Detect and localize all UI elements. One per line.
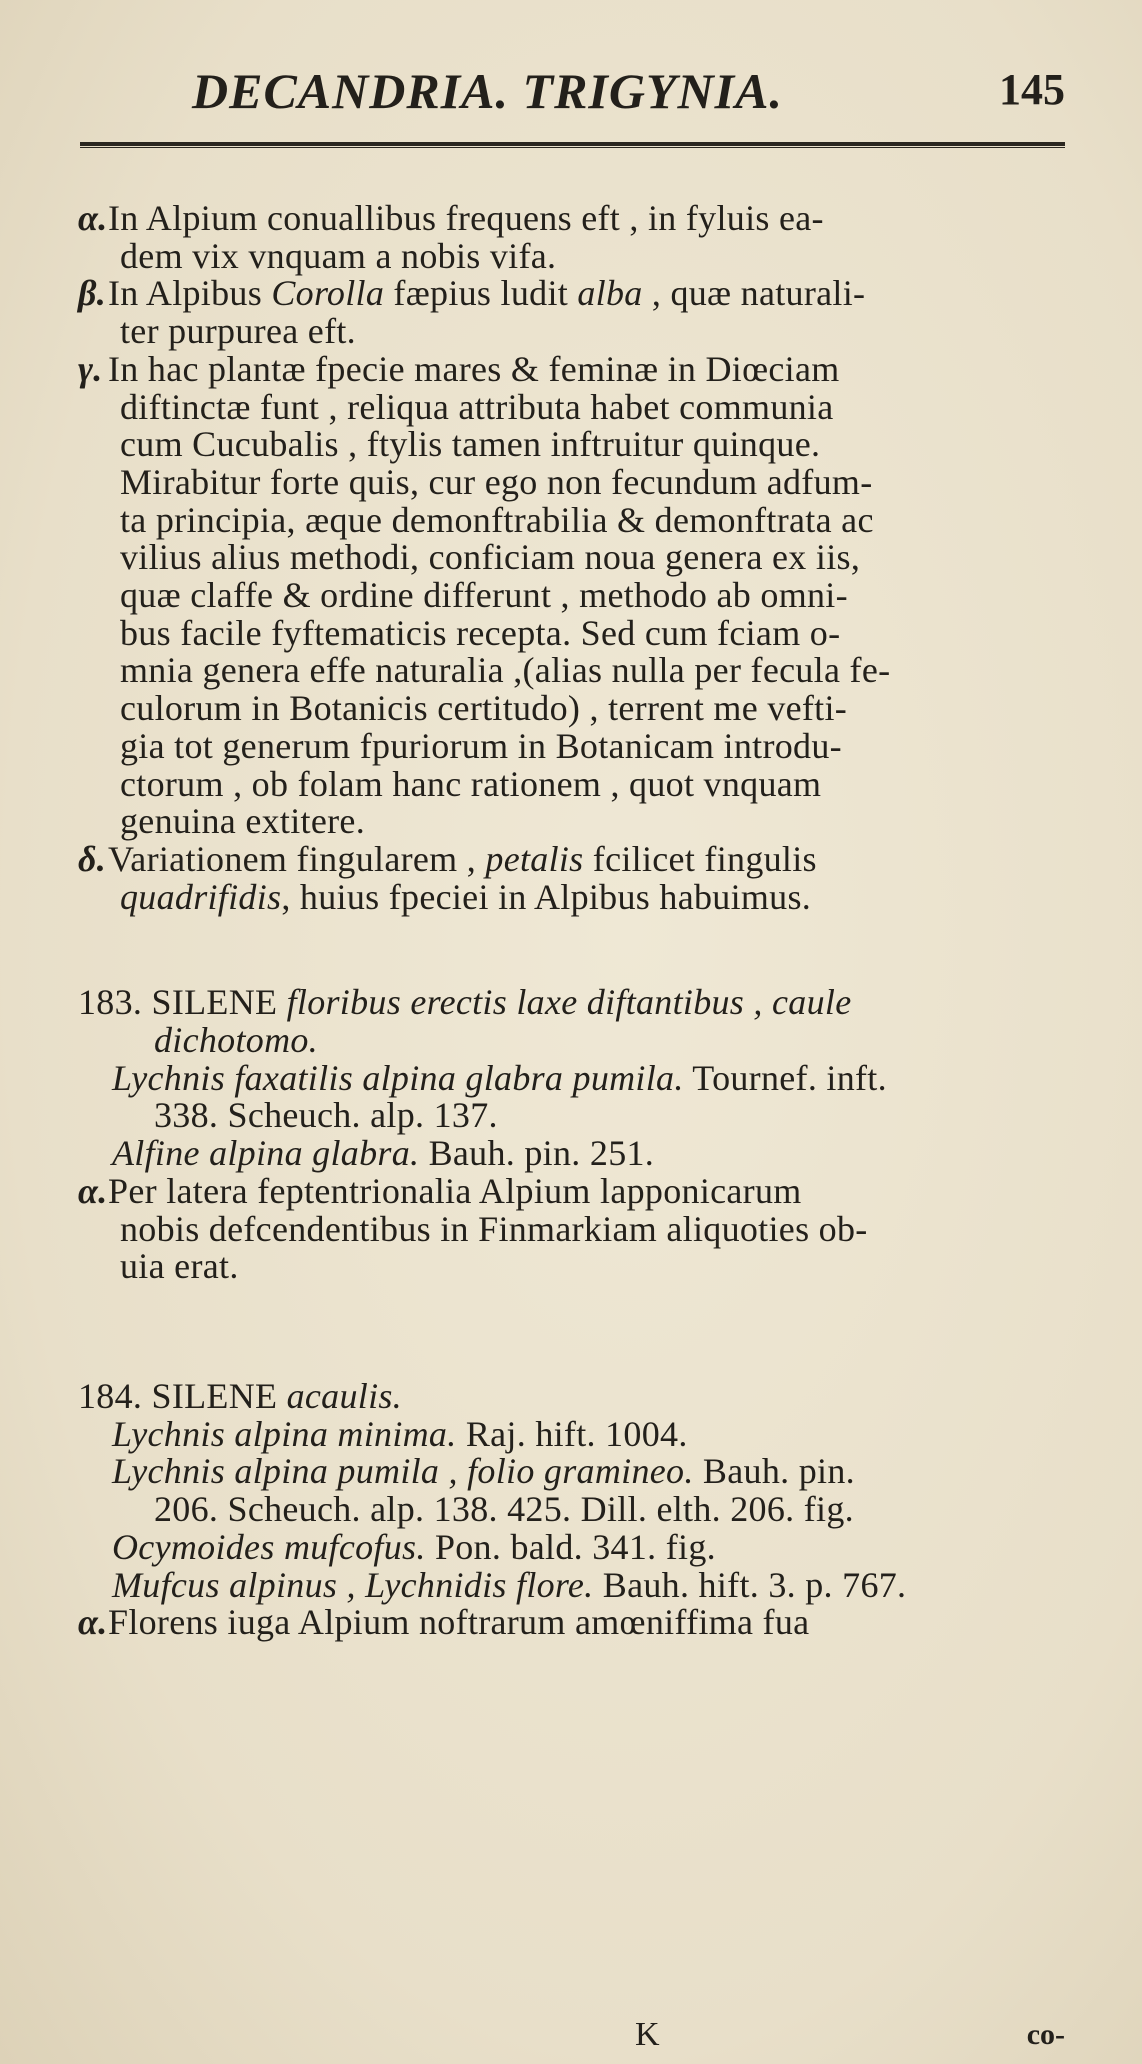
italic-text: Lychnis alpina minima. [112, 1413, 457, 1454]
text-run: Per latera feptentrionalia Alpium lapponicarum [108, 1170, 802, 1211]
text-run: 184. SILENE [78, 1375, 287, 1416]
text-run: vilius alius methodi, conficiam noua genera ex iis, [120, 537, 861, 578]
text-line [78, 652, 1068, 690]
text-run: ter purpurea eft. [120, 311, 356, 352]
italic-text: acaulis. [286, 1375, 402, 1416]
text-run: fæpius ludit [384, 273, 578, 314]
text-line [78, 876, 1068, 917]
text-line [78, 1022, 1068, 1060]
text-run: Florens iuga Alpium noftrarum amœniffima fua [108, 1602, 810, 1643]
paragraph-gap [78, 916, 1068, 984]
text-run: In Alpibus [108, 273, 272, 314]
text-run: In hac plantæ fpecie mares & feminæ in Diœciam [108, 348, 840, 389]
text-run: nobis defcendentibus in Finmarkiam aliquoties ob- [120, 1208, 868, 1249]
catchword: co- [1026, 2018, 1065, 2051]
text-line [78, 803, 1068, 841]
text-run: quæ claffe & ordine differunt , methodo ab omni- [120, 575, 848, 616]
text-run: diftinctæ funt , reliqua attributa habet communia [120, 386, 834, 427]
text-run: cum Cucubalis , ftylis tamen inftruitur quinque. [120, 424, 821, 465]
text-line [78, 1135, 1068, 1173]
text-line [78, 1057, 1068, 1098]
text-line [78, 763, 1068, 804]
text-line [78, 348, 1068, 389]
text-line [78, 577, 1068, 615]
variety-marker: α. [78, 1602, 108, 1643]
header-rule [80, 142, 1065, 148]
variety-marker: δ. [78, 838, 107, 879]
variety-marker: α. [78, 198, 108, 238]
text-run: Mirabitur forte quis, cur ego non fecundum adfum- [120, 461, 873, 502]
text-line [78, 426, 1068, 464]
text-run: 206. Scheuch. alp. 138. 425. Dill. elth. 206. fig. [154, 1489, 854, 1530]
text-line [78, 1170, 1068, 1211]
text-run: Pon. bald. 341. fig. [425, 1526, 716, 1567]
italic-text: Lychnis alpina pumila , folio gramineo. [112, 1451, 694, 1492]
text-run: fcilicet fingulis [583, 838, 817, 879]
text-line [78, 838, 1068, 879]
text-line [78, 1526, 1068, 1567]
variety-marker: γ. [78, 348, 103, 389]
page-footer [80, 2016, 1065, 2064]
italic-text: dichotomo. [154, 1020, 318, 1061]
text-run: gia tot generum fpuriorum in Botanicam introdu- [120, 725, 842, 766]
text-run: In Alpium conuallibus frequens eft , in fyluis ea- [108, 198, 824, 238]
text-run: dem vix vnquam a nobis vifa. [120, 235, 557, 276]
variety-marker: β. [78, 273, 107, 314]
text-line [78, 690, 1068, 728]
text-run: bus facile fyftematicis recepta. Sed cum fciam o- [120, 612, 841, 653]
text-line [78, 499, 1068, 540]
text-run: 183. SILENE [78, 982, 287, 1023]
text-run: Bauh. hift. 3. p. 767. [593, 1564, 907, 1605]
italic-text: Alfine alpina glabra. [112, 1133, 420, 1174]
text-line [78, 612, 1068, 653]
text-line [78, 386, 1068, 427]
italic-text: Corolla [271, 273, 385, 314]
text-run: Bauh. pin. 251. [419, 1133, 655, 1174]
text-line [78, 539, 1068, 577]
text-line [78, 1097, 1068, 1135]
text-line [78, 313, 1068, 351]
text-line [78, 1208, 1068, 1249]
italic-text: Mufcus alpinus , Lychnidis flore. [112, 1564, 594, 1605]
text-line [78, 725, 1068, 766]
text-run: , huius fpeciei in Alpibus habuimus. [281, 876, 812, 917]
italic-text: petalis [485, 838, 584, 879]
text-line [78, 200, 1068, 238]
text-run: Tournef. inft. [683, 1057, 887, 1098]
paragraph-gap [78, 1286, 1068, 1378]
italic-text: floribus erectis laxe diftantibus , caule [286, 982, 852, 1023]
page-number: 145 [999, 65, 1065, 114]
italic-text: alba [577, 273, 643, 314]
page-header [80, 62, 1065, 132]
text-run: uia erat. [120, 1246, 239, 1287]
text-run: Bauh. pin. [693, 1451, 855, 1492]
text-run: , quæ naturali- [642, 273, 866, 314]
variety-marker: α. [78, 1170, 108, 1211]
text-body [78, 200, 1068, 1642]
text-line [78, 1604, 1068, 1642]
text-run: Variationem fingularem , [108, 838, 486, 879]
text-run: culorum in Botanicis certitudo) , terrent me vefti- [120, 688, 848, 729]
text-run: 338. Scheuch. alp. 137. [154, 1095, 498, 1136]
italic-text: Ocymoides mufcofus. [112, 1526, 426, 1567]
text-line [78, 235, 1068, 276]
text-line [78, 1564, 1068, 1605]
running-title: DECANDRIA. TRIGYNIA. [192, 63, 783, 119]
text-line [78, 984, 1068, 1022]
text-run: ta principia, æque demonftrabilia & demonftrata ac [120, 499, 874, 540]
text-run: mnia genera effe naturalia ,(alias nulla per fecula fe- [120, 650, 891, 691]
text-run: ctorum , ob folam hanc rationem , quot vnquam [120, 763, 822, 804]
italic-text: Lychnis faxatilis alpina glabra pumila. [112, 1057, 684, 1098]
signature-mark: K [635, 2016, 660, 2053]
text-line [78, 275, 1068, 313]
text-line [78, 1413, 1068, 1454]
text-line [78, 1491, 1068, 1529]
text-line [78, 1248, 1068, 1286]
italic-text: quadrifidis [120, 876, 282, 917]
text-line [78, 461, 1068, 502]
text-line [78, 1375, 1068, 1416]
text-line [78, 1453, 1068, 1491]
text-run: genuina extitere. [120, 801, 365, 842]
text-run: Raj. hift. 1004. [456, 1413, 688, 1454]
